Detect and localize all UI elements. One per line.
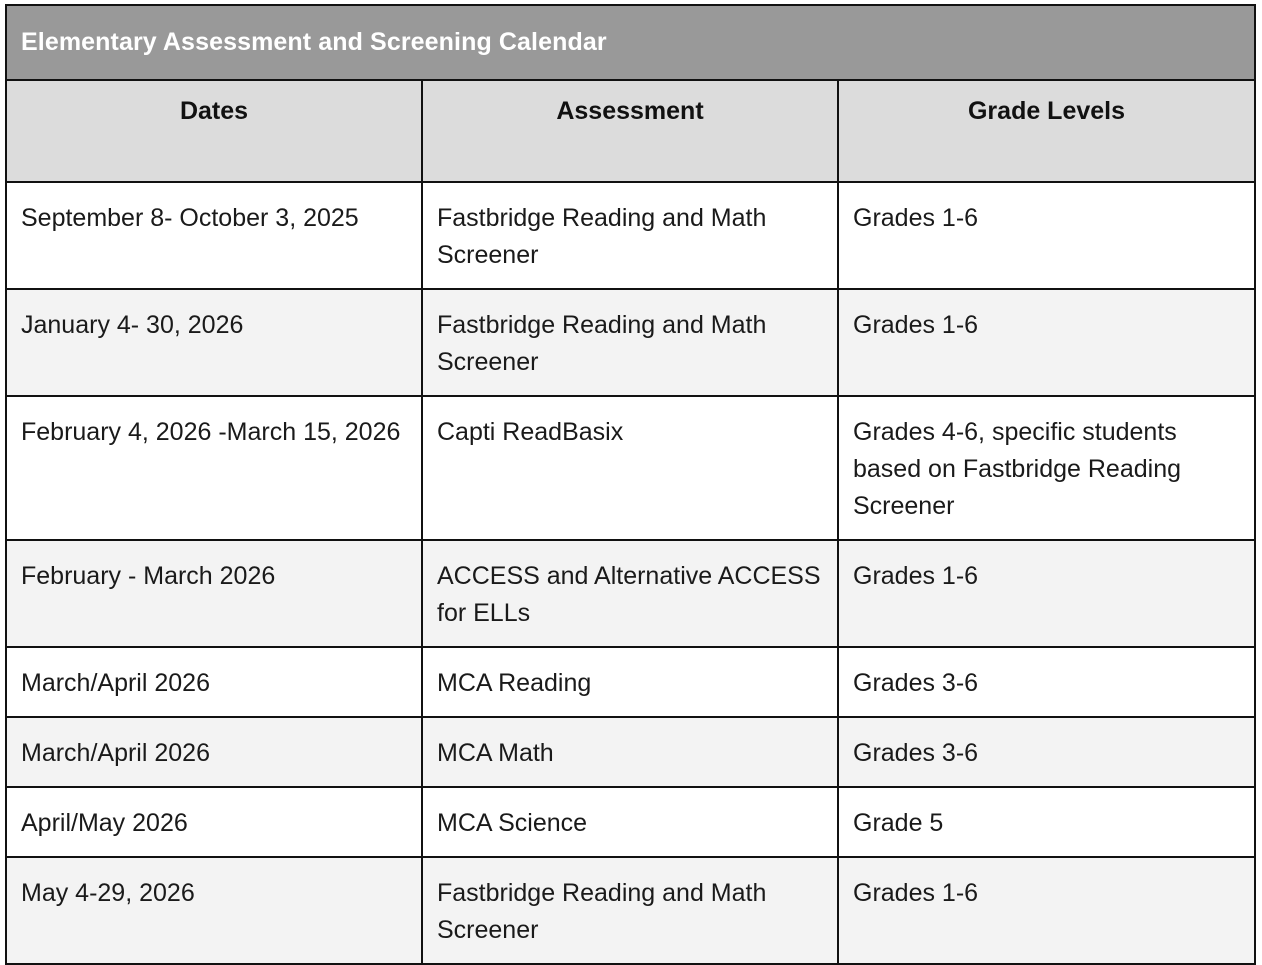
assessment-calendar-table <box>5 4 1256 965</box>
table-row <box>6 182 1255 289</box>
cell-assessment: Fastbridge Reading and Math Screener <box>422 857 838 964</box>
table-row <box>6 540 1255 647</box>
cell-assessment: MCA Math <box>422 717 838 787</box>
table-title: Elementary Assessment and Screening Calendar <box>6 5 1255 80</box>
table-row <box>6 289 1255 396</box>
cell-grade-levels: Grade 5 <box>838 787 1255 857</box>
cell-dates: February 4, 2026 -March 15, 2026 <box>6 396 422 540</box>
table-row <box>6 857 1255 964</box>
cell-dates: February - March 2026 <box>6 540 422 647</box>
cell-grade-levels: Grades 1-6 <box>838 289 1255 396</box>
cell-assessment: Fastbridge Reading and Math Screener <box>422 289 838 396</box>
cell-assessment: Capti ReadBasix <box>422 396 838 540</box>
column-header-assessment: Assessment <box>422 80 838 182</box>
cell-assessment: Fastbridge Reading and Math Screener <box>422 182 838 289</box>
header-row <box>6 80 1255 182</box>
column-header-grade-levels: Grade Levels <box>838 80 1255 182</box>
column-header-dates: Dates <box>6 80 422 182</box>
table-row <box>6 647 1255 717</box>
cell-assessment: MCA Science <box>422 787 838 857</box>
cell-dates: April/May 2026 <box>6 787 422 857</box>
cell-dates: September 8- October 3, 2025 <box>6 182 422 289</box>
cell-grade-levels: Grades 1-6 <box>838 540 1255 647</box>
table-row <box>6 787 1255 857</box>
cell-grade-levels: Grades 1-6 <box>838 182 1255 289</box>
cell-dates: March/April 2026 <box>6 717 422 787</box>
table-row <box>6 717 1255 787</box>
cell-grade-levels: Grades 1-6 <box>838 857 1255 964</box>
cell-dates: January 4- 30, 2026 <box>6 289 422 396</box>
cell-dates: May 4-29, 2026 <box>6 857 422 964</box>
cell-assessment: MCA Reading <box>422 647 838 717</box>
cell-grade-levels: Grades 4-6, specific students based on Fastbridge Reading Screener <box>838 396 1255 540</box>
table-row <box>6 396 1255 540</box>
cell-assessment: ACCESS and Alternative ACCESS for ELLs <box>422 540 838 647</box>
cell-grade-levels: Grades 3-6 <box>838 717 1255 787</box>
title-row <box>6 5 1255 80</box>
cell-dates: March/April 2026 <box>6 647 422 717</box>
cell-grade-levels: Grades 3-6 <box>838 647 1255 717</box>
